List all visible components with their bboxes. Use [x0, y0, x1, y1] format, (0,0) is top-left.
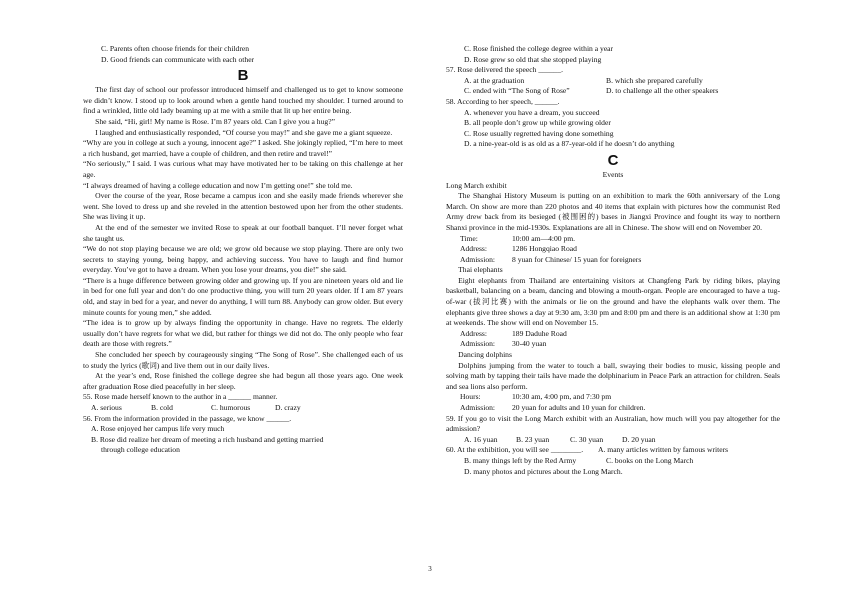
- q56-option-d: D. Rose grew so old that she stopped playing: [464, 54, 602, 64]
- question-60-line: [446, 445, 780, 456]
- question-59-stem: 59. If you go to visit the Long March exhibit with an Australian, how much will you pay altogether for the admission?: [446, 413, 780, 434]
- event-1-admission-value: 8 yuan for Chinese/ 15 yuan for foreigners: [512, 254, 642, 264]
- passage-paragraph: She said, “Hi, girl! My name is Rose. I’m 87 years old. Can I give you a hug?”: [95, 116, 335, 126]
- q57-option-a: A. at the graduation: [464, 75, 525, 85]
- question-58-stem: 58. According to her speech, ______.: [446, 96, 560, 106]
- question-55-stem: 55. Rose made herself known to the author in a ______ manner.: [83, 392, 278, 402]
- passage-paragraph: I laughed and enthusiastically responded, “Of course you may!” and she gave me a giant squeeze.: [95, 127, 393, 137]
- q59-option-d: D. 20 yuan: [622, 434, 656, 444]
- event-3-admission-value: 20 yuan for adults and 10 yuan for children.: [512, 403, 646, 412]
- event-3-body: Dolphins jumping from the water to touch a ball, swaying their bodies to music, kissing people and solving math by tapping their tails have made the dolphinarium in Peace Park an attraction for children. Seals and sea lions also perform.: [446, 360, 780, 391]
- event-1-title: Long March exhibit: [446, 180, 507, 190]
- q56-option-b-cont: through college education: [101, 445, 180, 455]
- event-1-address-label: Address:: [460, 244, 487, 254]
- event-3-title: Dancing dolphins: [458, 350, 512, 360]
- right-column: [446, 44, 780, 477]
- passage-paragraph: She concluded her speech by courageously singing “The Song of Rose”. She challenged each of us to study the lyrics (歌词) and live them out in our daily lives.: [83, 350, 403, 370]
- event-2-body: Eight elephants from Thailand are entertaining visitors at Changfeng Park by riding bikes, playing basketball, balancing on a beam, dancing and blowing a mouth-organ. People are encouraged to have a tug-of-war (拔河比赛) with the animals or lie on the ground and have the elephants walk over them. The elephants give three shows a day at 9:30 am, 3:30 pm and 8:00 pm and there is an additional show at 1:30 pm at weekends. The show will end on November 15.: [446, 275, 780, 328]
- left-column: [83, 44, 403, 456]
- q58-option-c: C. Rose usually regretted having done something: [464, 128, 614, 138]
- q60-option-b: B. many things left by the Red Army: [464, 455, 577, 465]
- event-2-admission: [446, 339, 780, 350]
- q55-option-d: D. crazy: [275, 403, 301, 412]
- q57-option-c: C. ended with “The Song of Rose”: [464, 86, 570, 96]
- passage-paragraph: “There is a huge difference between growing older and growing up. If you are nineteen years old and lie in bed for one full year and don’t do one productive thing, you will turn 20 years older. If I am 87 years old, and stay in bed for a year, and never do anything, I will turn 88. Anybody can grow older. But every minute counts for young men,” she added.: [83, 275, 403, 317]
- q55-option-c: C. humorous: [211, 403, 251, 412]
- section-b-heading: B: [237, 67, 249, 85]
- page-number: 3: [428, 565, 432, 573]
- q57-option-b: B. which she prepared carefully: [606, 75, 703, 85]
- passage-paragraph: The first day of school our professor introduced himself and challenged us to get to know someone we didn’t know. I stood up to look around when a gentle hand touched my shoulder. I turned around to find a wrinkled, little old lady beaming up at me with a smile that lit up her entire being.: [83, 85, 403, 116]
- event-1-time-value: 10:00 am—4:00 pm.: [512, 233, 576, 243]
- q58-option-b: B. all people don’t grow up while growing older: [464, 118, 611, 128]
- event-3-admission-label: Admission:: [460, 403, 496, 412]
- event-1-admission: [446, 255, 780, 266]
- event-3-hours: [446, 392, 780, 403]
- passage-paragraph: “The idea is to grow up by always finding the opportunity in change. Have no regrets. The elderly usually don’t have regrets for what we did, but rather for things we did not do. The only people who fear death are those with regrets.”: [83, 318, 403, 349]
- q59-option-c: C. 30 yuan: [570, 434, 604, 444]
- q58-option-d: D. a nine-year-old is as old as a 87-year-old if he doesn’t do anything: [464, 139, 675, 149]
- q55-option-a: A. serious: [91, 403, 122, 412]
- question-59-options: [446, 435, 780, 446]
- q56-option-a: A. Rose enjoyed her campus life very much: [91, 424, 225, 434]
- q57-options-row2: [446, 86, 780, 97]
- q60-option-a: A. many articles written by famous writers: [598, 445, 729, 455]
- q56-option-c: C. Rose finished the college degree within a year: [464, 44, 614, 53]
- q55-option-b: B. cold: [151, 403, 173, 412]
- event-3-admission: [446, 403, 780, 414]
- question-55-options: [83, 403, 403, 414]
- event-1-time-label: Time:: [460, 233, 478, 243]
- q60-option-c: C. books on the Long March: [606, 455, 694, 465]
- prev-option-c: C. Parents often choose friends for their children: [101, 44, 250, 53]
- question-56-stem: 56. From the information provided in the passage, we know ______.: [83, 413, 292, 423]
- passage-paragraph: “Why are you in college at such a young, innocent age?” I asked. She jokingly replied, “I’m here to meet a rich husband, get married, have a couple of children, and then retire and travel!”: [83, 138, 403, 158]
- event-1-body: The Shanghai History Museum is putting on an exhibition to mark the 60th anniversary of the Long March. On show are more than 220 photos and 40 items that explain with pictures how the communist Red Army drew back from its besieged (被围困的) bases in Jiangxi Province and fought its way to northern Shanxi province in the mid-1930s. Explanations are all in Chinese. The show will end on November 20.: [446, 191, 780, 232]
- event-1-address: [446, 244, 780, 255]
- passage-paragraph: Over the course of the year, Rose became a campus icon and she easily made friends wherever she went. She loved to dress up and she reveled in the attention bestowed upon her from the other students. She was living it up.: [83, 191, 403, 222]
- q60-options-row: [446, 456, 780, 467]
- passage-paragraph: “We do not stop playing because we are old; we grow old because we stop playing. There are only two secrets to staying young, being happy, and achieving success. You have to laugh and find humor everyday. You’ve got to have a dream. When you lose your dreams, you die!” she said.: [83, 244, 403, 275]
- passage-paragraph: At the year’s end, Rose finished the college degree she had begun all those years ago. One week after graduation Rose died peacefully in her sleep.: [83, 371, 403, 391]
- event-1-time: [446, 234, 780, 245]
- passage-paragraph: “I always dreamed of having a college education and now I’m getting one!” she told me.: [83, 180, 353, 190]
- q57-options-row1: [446, 76, 780, 87]
- question-60-stem: 60. At the exhibition, you will see ________.: [446, 445, 584, 455]
- event-2-admission-value: 30-40 yuan: [512, 339, 547, 349]
- question-57-stem: 57. Rose delivered the speech ______.: [446, 65, 564, 75]
- prev-option-d: D. Good friends can communicate with each other: [101, 54, 255, 64]
- event-2-title: Thai elephants: [458, 265, 503, 275]
- q59-option-b: B. 23 yuan: [516, 434, 550, 444]
- q58-option-a: A. whenever you have a dream, you succeed: [464, 107, 600, 117]
- q57-option-d: D. to challenge all the other speakers: [606, 86, 719, 96]
- event-2-address-value: 189 Daduhe Road: [512, 328, 567, 338]
- q56-option-b: B. Rose did realize her dream of meeting a rich husband and getting married: [91, 434, 324, 444]
- event-1-address-value: 1286 Hongqiao Road: [512, 244, 577, 254]
- passage-paragraph: “No seriously,” I said. I was curious what may have motivated her to be taking on this challenge at her age.: [83, 159, 403, 179]
- event-2-address-label: Address:: [460, 328, 487, 338]
- event-1-admission-label: Admission:: [460, 254, 496, 264]
- passage-paragraph: At the end of the semester we invited Rose to speak at our football banquet. I’ll never forget what she taught us.: [83, 222, 403, 243]
- event-3-hours-label: Hours:: [460, 392, 481, 402]
- section-c-title: Events: [602, 169, 624, 179]
- section-c-heading: C: [607, 151, 619, 169]
- event-2-admission-label: Admission:: [460, 339, 496, 349]
- event-2-address: [446, 329, 780, 340]
- event-3-hours-value: 10:30 am, 4:00 pm, and 7:30 pm: [512, 392, 612, 402]
- q59-option-a: A. 16 yuan: [464, 434, 498, 444]
- q60-option-d: D. many photos and pictures about the Long March.: [464, 466, 623, 476]
